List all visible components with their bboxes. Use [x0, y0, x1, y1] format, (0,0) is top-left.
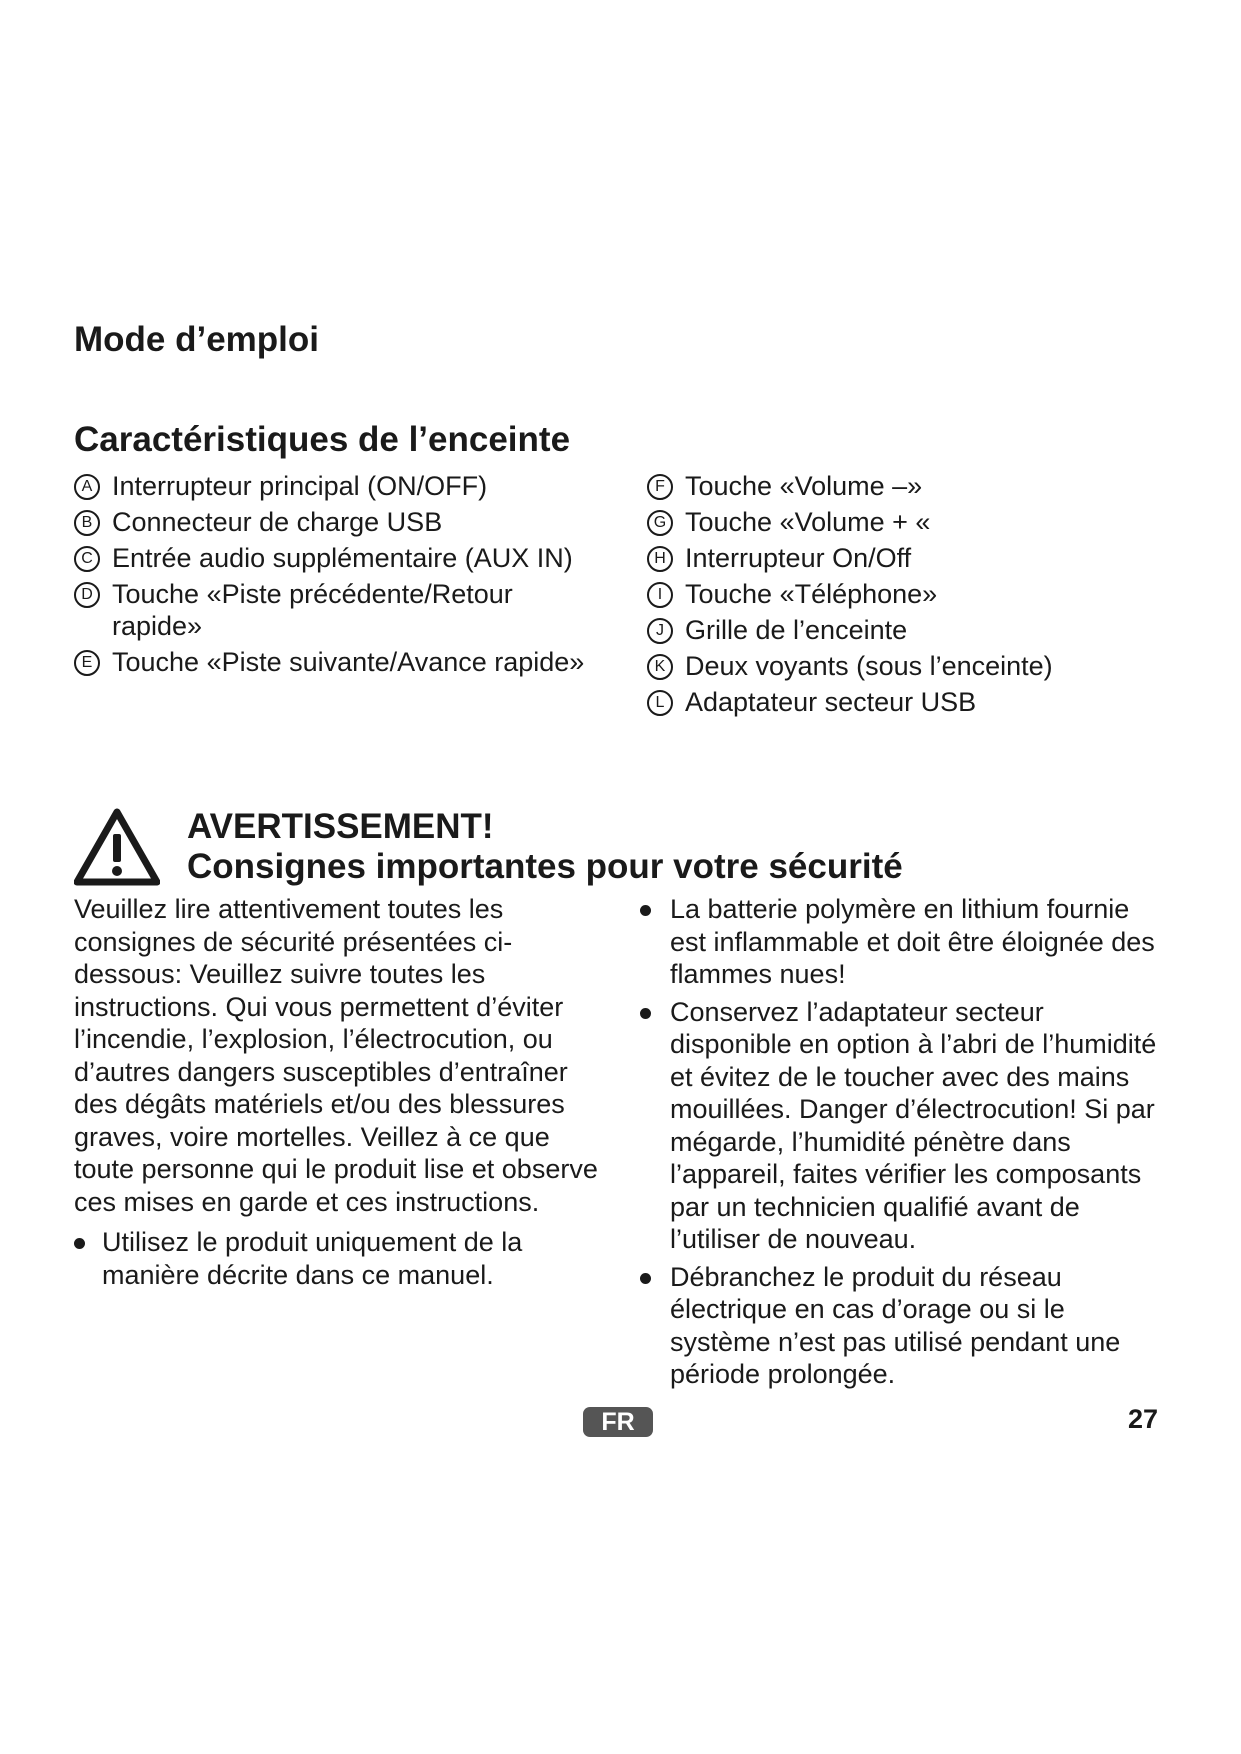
feature-marker: G [647, 510, 673, 536]
bullet-item [640, 893, 1160, 991]
language-badge: FR [583, 1407, 653, 1437]
section-title: Caractéristiques de l’enceinte [74, 420, 571, 459]
feature-text: Entrée audio supplémentaire (AUX IN) [112, 543, 573, 573]
feature-item [74, 470, 594, 502]
bullet-text: La batterie polymère en lithium fournie est inflammable et doit être éloignée des flammes nues! [670, 894, 1155, 989]
bullet-text: Débranchez le produit du réseau électrique en cas d’orage ou si le système n’est pas utilisé pendant une période prolongée. [670, 1261, 1121, 1389]
feature-text: Grille de l’enceinte [685, 615, 908, 645]
page-number: 27 [1128, 1404, 1159, 1434]
page-title: Mode d’emploi [74, 320, 319, 359]
bullet-item [640, 996, 1160, 1256]
feature-item [647, 470, 1127, 502]
bullet-dot [640, 1273, 651, 1284]
feature-text: Touche «Volume + « [685, 507, 931, 537]
feature-text: Touche «Piste suivante/Avance rapide» [112, 647, 585, 677]
bullet-dot [74, 1238, 85, 1249]
intro-paragraph: Veuillez lire attentivement toutes les consignes de sécurité présentées ci-dessous: Veuillez suivre toutes les instructions. Qui vous permettent d’éviter l’incendie, l’explosion, l’électrocution, ou d’autres dangers susceptibles d’entraîner des dégâts matériels et/ou des blessures graves, voire mortelles. Veillez à ce que toute personne qui le produit lise et observe ces mises en garde et ces instructions. [74, 894, 598, 1217]
bullet-text: Utilisez le produit uniquement de la manière décrite dans ce manuel. [102, 1227, 523, 1290]
safety-column-left [74, 893, 604, 1296]
feature-item [647, 614, 1127, 646]
feature-item [647, 542, 1127, 574]
feature-text: Touche «Piste précédente/Retour rapide» [112, 579, 513, 641]
feature-item [647, 578, 1127, 610]
bullet-item [74, 1226, 604, 1291]
warning-title: AVERTISSEMENT! [187, 807, 494, 846]
bullet-list-right [640, 893, 1160, 1391]
bullet-dot [640, 1008, 651, 1019]
feature-marker: A [74, 474, 100, 500]
feature-item [647, 686, 1127, 718]
feature-marker: D [74, 582, 100, 608]
feature-text: Interrupteur principal (ON/OFF) [112, 471, 488, 501]
feature-text: Touche «Volume –» [685, 471, 923, 501]
warning-subtitle: Consignes importantes pour votre sécurité [187, 847, 903, 886]
feature-marker: C [74, 546, 100, 572]
feature-list-left [74, 470, 594, 682]
feature-marker: L [647, 690, 673, 716]
feature-marker: I [647, 582, 673, 608]
feature-text: Interrupteur On/Off [685, 543, 912, 573]
bullet-dot [640, 905, 651, 916]
feature-item [74, 506, 594, 538]
feature-marker: K [647, 654, 673, 680]
feature-item [74, 578, 594, 642]
safety-column-right [640, 893, 1160, 1396]
feature-item [74, 542, 594, 574]
feature-list-right [647, 470, 1127, 722]
feature-text: Touche «Téléphone» [685, 579, 938, 609]
feature-text: Connecteur de charge USB [112, 507, 443, 537]
bullet-text: Conservez l’adaptateur secteur disponible en option à l’abri de l’humidité et évitez de le toucher avec des mains mouillées. Danger d’électrocution! Si par mégarde, l’humidité pénètre dans l’appareil, faites vérifier les composants par un technicien qualifié avant de l’utiliser de nouveau. [670, 996, 1157, 1254]
feature-marker: B [74, 510, 100, 536]
feature-item [647, 506, 1127, 538]
feature-marker: J [647, 618, 673, 644]
warning-heading [187, 807, 903, 887]
feature-marker: H [647, 546, 673, 572]
feature-item [647, 650, 1127, 682]
feature-item [74, 646, 594, 678]
bullet-list-left [74, 1226, 604, 1291]
feature-text: Adaptateur secteur USB [685, 687, 977, 717]
warning-triangle-icon [74, 808, 160, 886]
feature-marker: F [647, 474, 673, 500]
feature-marker: E [74, 650, 100, 676]
bullet-item [640, 1261, 1160, 1391]
feature-text: Deux voyants (sous l’enceinte) [685, 651, 1053, 681]
